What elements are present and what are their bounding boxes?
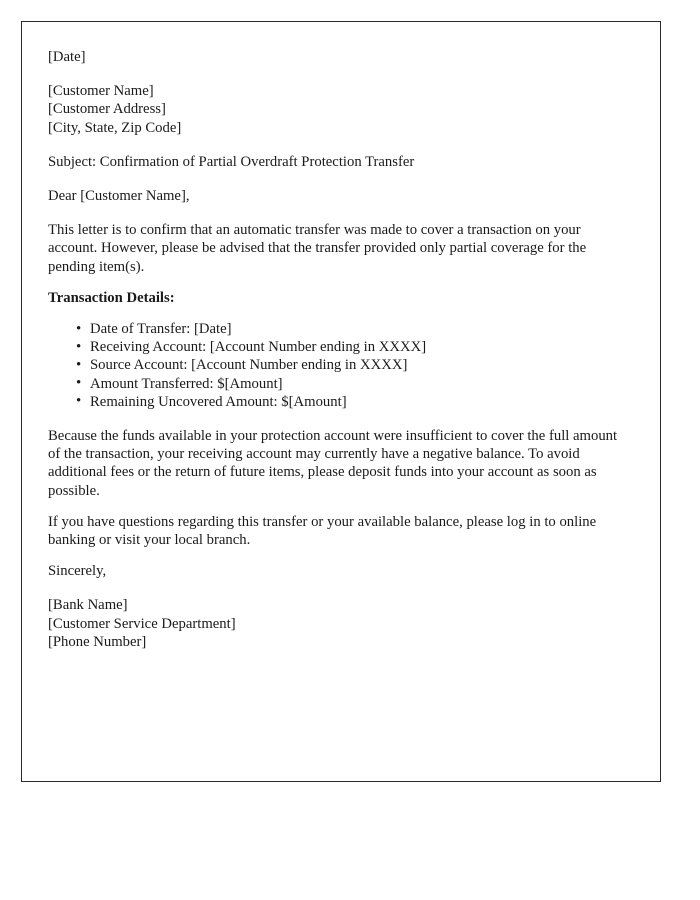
recipient-name: [Customer Name]	[48, 83, 154, 100]
recipient-address: [Customer Address]	[48, 101, 166, 118]
intro-paragraph: This letter is to confirm that an automatic transfer was made to cover a transaction on your account. However, please be advised that the transfer provided only partial coverage for the pending item(s).	[48, 222, 587, 275]
list-item: • Amount Transferred: $[Amount]	[48, 375, 634, 393]
list-item: • Remaining Uncovered Amount: $[Amount]	[48, 393, 634, 411]
letter-page-border	[21, 21, 661, 782]
transaction-details-list	[48, 320, 634, 411]
spacer	[48, 580, 634, 596]
body-paragraph-questions: If you have questions regarding this transfer or your available balance, please log in to online banking or visit your local branch.	[48, 513, 597, 549]
body-paragraph-insufficient-funds: Because the funds available in your protection account were insufficient to cover the full amount of the transaction, your receiving account may currently have a negative balance. To avoid additional fees or the return of future items, please deposit funds into your account as soon as possible.	[48, 428, 618, 499]
spacer	[48, 276, 634, 289]
list-item: • Source Account: [Account Number ending in XXXX]	[48, 356, 634, 374]
list-item: • Date of Transfer: [Date]	[48, 320, 634, 338]
spacer	[48, 66, 634, 82]
spacer	[48, 205, 634, 221]
signature-block	[48, 596, 634, 651]
spacer	[48, 171, 634, 187]
recipient-address-block	[48, 82, 634, 137]
subject-line: Subject: Confirmation of Partial Overdraft Protection Transfer	[48, 153, 415, 170]
spacer	[48, 500, 634, 513]
signature-phone: [Phone Number]	[48, 633, 147, 650]
spacer	[48, 137, 634, 153]
spacer	[48, 411, 634, 427]
signature-department: [Customer Service Department]	[48, 615, 236, 632]
recipient-city-state-zip: [City, State, Zip Code]	[48, 119, 182, 136]
spacer	[48, 549, 634, 562]
letter-content	[48, 48, 634, 651]
spacer	[48, 307, 634, 320]
transaction-details-heading: Transaction Details:	[48, 289, 175, 306]
signature-bank-name: [Bank Name]	[48, 597, 128, 614]
closing: Sincerely,	[48, 563, 107, 580]
salutation: Dear [Customer Name],	[48, 188, 190, 205]
list-item: • Receiving Account: [Account Number ending in XXXX]	[48, 338, 634, 356]
date-line: [Date]	[48, 49, 86, 65]
